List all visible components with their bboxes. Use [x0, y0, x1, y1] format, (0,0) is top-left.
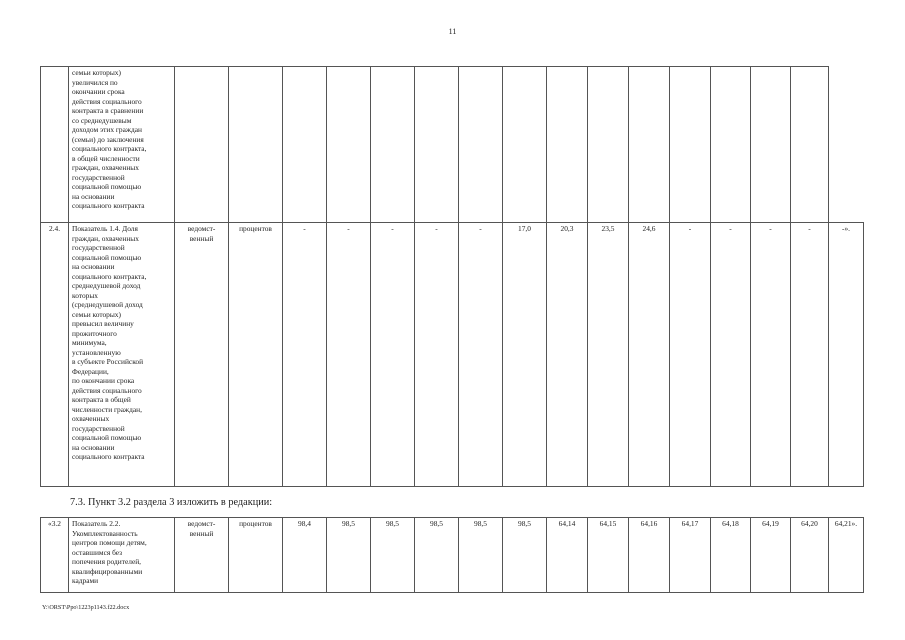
value-cell: 23,5 [588, 223, 629, 487]
cell-text-line: увеличился по [72, 77, 118, 87]
indicator-table-top [40, 66, 864, 487]
cell-text-line: государственной [72, 243, 125, 252]
value-cell: 24,6 [629, 223, 670, 487]
row-number-cell: 2.4. [41, 223, 69, 487]
cell-text-line: социального контракта, [72, 144, 147, 153]
indicator-name-cell [69, 223, 175, 487]
table-row [41, 67, 864, 223]
cell-text-line: центров помощи детям, [72, 538, 147, 547]
cell-text-line: социальной помощью [72, 433, 142, 442]
cell-text-line: со среднедушевым [72, 115, 132, 125]
cell-text-line: граждан, охваченных [72, 163, 139, 172]
cell-text-line: граждан, охваченных [72, 233, 139, 243]
value-cell: 98,5 [371, 518, 415, 593]
cell-text-line: в общей численности [72, 153, 140, 163]
cell-text-line: на основании [72, 262, 115, 271]
cell-text-line: венный [189, 528, 214, 538]
cell-text-line: оставшимся без [72, 547, 123, 557]
table-row [41, 518, 864, 593]
cell-text-line: семьи которых) [72, 68, 121, 77]
cell-text-line: попечения родителей, [72, 557, 142, 566]
cell-text-line: Показатель 1.4. Доля [72, 224, 138, 233]
value-cell: - [327, 223, 371, 487]
cell-text-line: (семьи) до заключения [72, 134, 144, 144]
value-cell: 98,5 [327, 518, 371, 593]
section-heading: 7.3. Пункт 3.2 раздела 3 изложить в редакции: [70, 497, 273, 508]
cell-text-line: социального контракта [72, 201, 145, 210]
cell-text-line: государственной [72, 423, 125, 433]
cell-text-line: семьи которых) [72, 309, 121, 319]
value-cell: -». [829, 223, 864, 487]
cell-text-line: охваченных [72, 414, 110, 423]
cell-text-line: ведомст- [187, 224, 216, 233]
cell-text-line: установленную [72, 347, 121, 357]
value-cell: - [459, 223, 503, 487]
value-cell: 98,4 [283, 518, 327, 593]
cell-text-line: действия социального [72, 385, 142, 395]
value-cell: - [711, 223, 751, 487]
value-cell: - [670, 223, 711, 487]
value-cell: 64,19 [751, 518, 791, 593]
cell-text-line: превысил величину [72, 319, 134, 328]
cell-text-line: численности граждан, [72, 404, 142, 414]
cell-text-line: в субъекте Российской [72, 357, 144, 366]
indicator-name-cell [69, 67, 175, 223]
cell-text-line: социального контракта [72, 452, 145, 461]
cell-text-line: на основании [72, 191, 115, 201]
value-cell: 64,21». [829, 518, 864, 593]
value-cell: 64,20 [791, 518, 829, 593]
cell-text-line: которых [72, 290, 98, 300]
value-cell: - [371, 223, 415, 487]
unit-cell: процентов [229, 518, 283, 593]
cell-text-line: контракта в общей [72, 395, 131, 404]
indicator-type-cell [175, 223, 229, 487]
value-cell: 64,18 [711, 518, 751, 593]
value-cell: 64,17 [670, 518, 711, 593]
value-cell: 98,5 [459, 518, 503, 593]
row-number-cell: «3.2 [41, 518, 69, 593]
cell-text-line: (среднедушевой доход [72, 300, 143, 309]
value-cell: 17,0 [503, 223, 547, 487]
page-number: 11 [448, 27, 457, 36]
value-cell: 98,5 [415, 518, 459, 593]
cell-text-line: квалифицированными [72, 566, 143, 576]
value-cell: 64,15 [588, 518, 629, 593]
cell-text-line: доходом этих граждан [72, 125, 143, 134]
cell-text-line: на основании [72, 442, 115, 452]
value-cell: 64,14 [547, 518, 588, 593]
value-cell: - [415, 223, 459, 487]
indicator-table-bottom [40, 517, 864, 593]
indicator-name-cell [69, 518, 175, 593]
cell-text-line: действия социального [72, 96, 142, 106]
cell-text-line: кадрами [72, 576, 99, 585]
footer-file-path: Y:\ORST\Ppo\1223p1143.f22.docx [42, 604, 130, 611]
cell-text-line: среднедушевой доход [72, 281, 141, 290]
value-cell: - [791, 223, 829, 487]
unit-cell: процентов [229, 223, 283, 487]
cell-text-line: социальной помощью [72, 182, 142, 191]
value-cell: 98,5 [503, 518, 547, 593]
cell-text-line: минимума, [72, 338, 107, 347]
cell-text-line: Показатель 2.2. [72, 519, 121, 528]
cell-text-line: прожиточного [72, 328, 117, 338]
cell-text-line: социальной помощью [72, 252, 142, 262]
cell-text-line: по окончании срока [72, 376, 135, 385]
indicator-type-cell [175, 518, 229, 593]
cell-text-line: окончании срока [72, 87, 125, 96]
value-cell: 64,16 [629, 518, 670, 593]
value-cell: - [283, 223, 327, 487]
cell-text-line: венный [189, 233, 214, 243]
value-cell: - [751, 223, 791, 487]
cell-text-line: Федерации, [72, 366, 109, 376]
cell-text-line: ведомст- [187, 519, 216, 528]
cell-text-line: контракта в сравнении [72, 106, 144, 115]
value-cell: 20,3 [547, 223, 588, 487]
cell-text-line: государственной [72, 172, 125, 182]
cell-text-line: социального контракта, [72, 271, 147, 281]
table-row [41, 223, 864, 487]
row-number-cell [41, 67, 69, 223]
cell-text-line: Укомплектованность [72, 528, 138, 538]
